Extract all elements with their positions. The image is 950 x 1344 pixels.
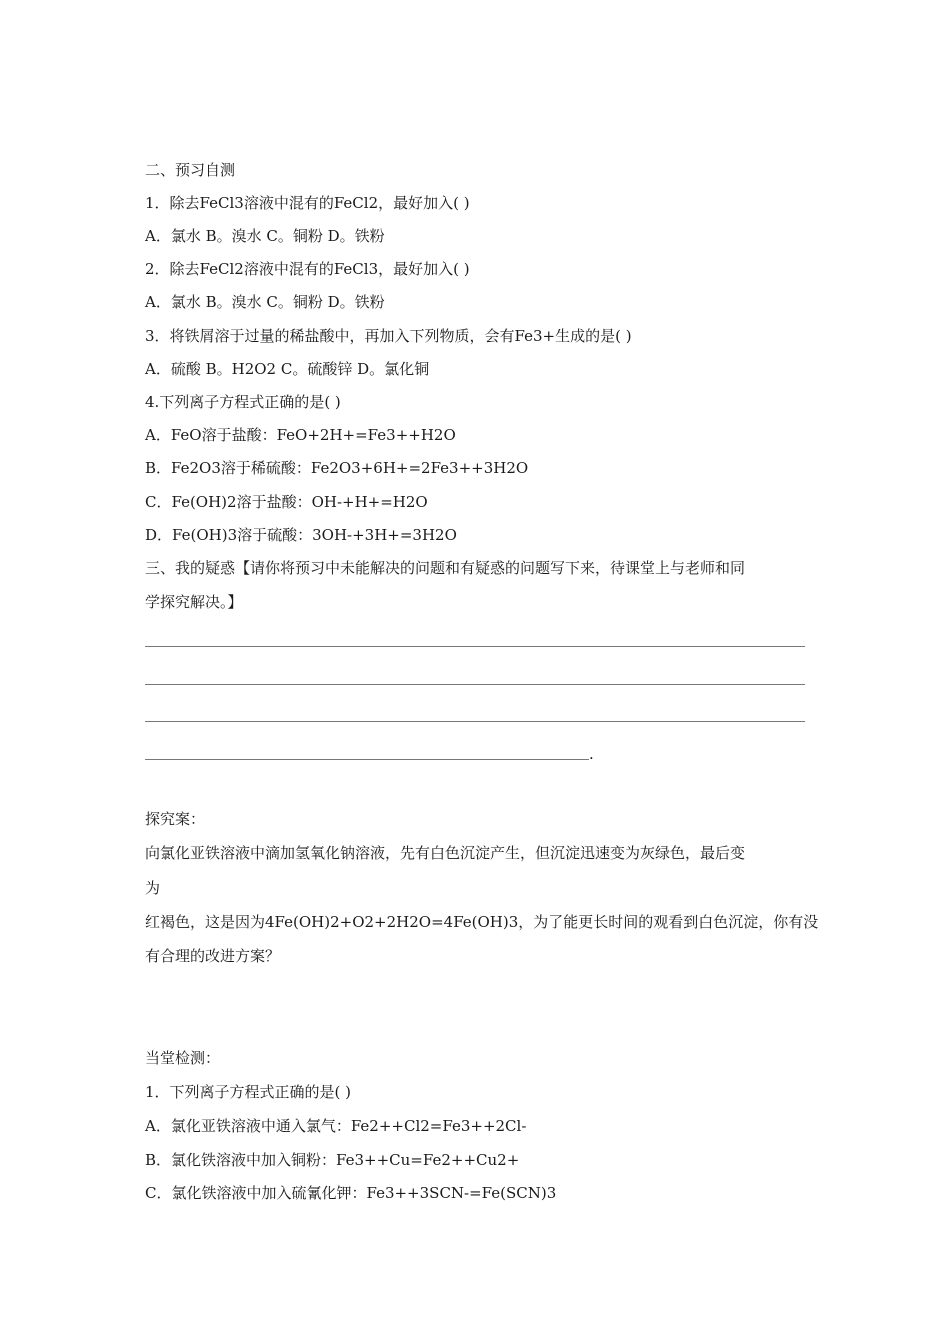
explore-line-4: 有合理的改进方案？ xyxy=(145,947,281,965)
explore-line-1: 向氯化亚铁溶液中滴加氢氧化钠溶液，先有白色沉淀产生，但沉淀迅速变为灰绿色，最后变 xyxy=(145,844,746,862)
check-q1-option-a: A．氯化亚铁溶液中通入氯气：Fe2++Cl2=Fe3++2Cl- xyxy=(145,1117,527,1135)
answer-line-1 xyxy=(145,646,805,647)
preview-q4-stem: 4.下列离子方程式正确的是( ) xyxy=(145,393,341,411)
preview-q1-options: A．氯水 B。溴水 C。铜粉 D。铁粉 xyxy=(145,227,385,245)
preview-q3-options: A．硫酸 B。H2O2 C。硫酸锌 D。氯化铜 xyxy=(145,360,430,378)
doubts-prompt-line2: 学探究解决。】 xyxy=(145,593,243,611)
check-q1-option-c: C．氯化铁溶液中加入硫氰化钾：Fe3++3SCN-=Fe(SCN)3 xyxy=(145,1184,557,1202)
answer-line-4 xyxy=(145,759,589,760)
answer-line-3 xyxy=(145,721,805,722)
explore-line-2: 为 xyxy=(145,879,161,897)
preview-q4-option-c: C．Fe(OH)2溶于盐酸：OH-+H+=H2O xyxy=(145,493,428,511)
preview-q4-option-d: D．Fe(OH)3溶于硫酸：3OH-+3H+=3H2O xyxy=(145,526,457,544)
preview-q4-option-b: B．Fe2O3溶于稀硫酸：Fe2O3+6H+=2Fe3++3H2O xyxy=(145,459,529,477)
check-heading: 当堂检测： xyxy=(145,1049,221,1067)
check-q1-stem: 1．下列离子方程式正确的是( ) xyxy=(145,1083,352,1101)
explore-line-3: 红褐色，这是因为4Fe(OH)2+O2+2H2O=4Fe(OH)3，为了能更长时间的观看到白色沉淀，你有没 xyxy=(145,913,819,931)
preview-q3-stem: 3．将铁屑溶于过量的稀盐酸中，再加入下列物质，会有Fe3+生成的是( ) xyxy=(145,327,632,345)
check-q1-option-b: B．氯化铁溶液中加入铜粉：Fe3++Cu=Fe2++Cu2+ xyxy=(145,1151,520,1169)
preview-heading: 二、预习自测 xyxy=(145,161,236,179)
preview-q2-stem: 2．除去FeCl2溶液中混有的FeCl3，最好加入( ) xyxy=(145,260,470,278)
doubts-prompt-line1: 三、我的疑惑【请你将预习中未能解决的问题和有疑惑的问题写下来，待课堂上与老师和同 xyxy=(145,559,746,577)
answer-line-2 xyxy=(145,684,805,685)
explore-heading: 探究案： xyxy=(145,810,206,828)
answer-end-mark: . xyxy=(589,745,594,763)
preview-q2-options: A．氯水 B。溴水 C。铜粉 D。铁粉 xyxy=(145,293,385,311)
preview-q4-option-a: A．FeO溶于盐酸：FeO+2H+=Fe3++H2O xyxy=(145,426,456,444)
preview-q1-stem: 1．除去FeCl3溶液中混有的FeCl2，最好加入( ) xyxy=(145,194,470,212)
